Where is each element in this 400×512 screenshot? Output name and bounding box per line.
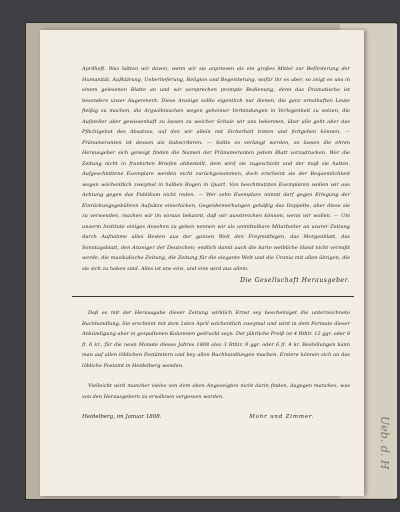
signature: Die Gesellschaft Herausgeber. xyxy=(240,277,350,284)
document-page xyxy=(40,30,364,496)
dateline: Heidelberg, im Januar 1808. xyxy=(82,414,162,420)
publisher-name: Mohr und Zimmer. xyxy=(249,414,315,420)
notice-paragraph: Daß es mit der Herausgabe dieser Zeitung wirklich Ernst sey bescheiniget die unterzeichnete Buchhandlung. Sie erscheint mit dem 1sten April wöchentlich zweymal und wird in dem Formate dieser Ankündigung aber in gespaltenen Kolumnen gedruckt seyn. Der jährliche Preiß ist 4 Rthlr. 12 ggr. oder 8 fl. 6 kr., für die neun Monate dieses Jahres 1808 also 3 Rthlr. 9 ggr. oder 6 fl. 4 kr. Bestellungen kann man auf allen löblichen Postämtern und bey allen Buchhandlungen machen. Erstere können sich an das löbliche Postamt in Heidelberg wenden. xyxy=(82,310,350,369)
section-divider xyxy=(72,296,354,297)
publisher-notice xyxy=(82,308,350,402)
main-text: Aprilheft. Was hätten wir davon, wenn wir sie anpriesen als ein großes Mittel zur Beförderung der Humanität, Aufklärung, Ueberlieferung, Religion und Begeisterung, wofür ihr es aber, so zeigt es uns in einem gelesenen Blatte an und wir versprechen prompte Bedienung, denn das Dramatische ist besonders unser Augenmerk. Diese Anzeige sollte eigentlich nur dienen, die ganz ernsthaften Leute fleißig zu machen, die Argwöhnischen wegen geheimer Verbindungen in Verlegenheit zu setzen, die Aufsteller aber gewissenhaft zu lassen zu welcher Schule wir uns bekennen, über alle geht aber das Pflichtgebot des Absatzes, auf den wir allein mit Sicherheit treten und fortgehen können. — Pränumeranten ist dessen als Subscribiren. — Sollte es verlangt werden, so lassen die ehren Herausgeber sich geneigt finden die Namen der Pränumeranten jedem Blatt vorzudrucken. Wer die Zeitung nicht in frankirten Briefen abbestellt, dem wird sie zugeschickt und der muß sie halten. Aufgeschnittene Exemplare werden nicht zurückgenommen, doch erscheint sie der Bequemlichkeit wegen wöchentlich zweymal in halben Bogen in Quart. Von beschmutzten Exemplaren wollen wir aus Achtung gegen das Publikum nicht reden. — Wer zehn Exemplare nimmt darf gegen Erlegung der Einrückungsgebühren Aufsätze einschicken, Gegenbemerkungen gehäßig das Doppelte, aber diese sie zu verwenden, machen wir im voraus bekannt, daß wir ausstreichen können, wenn wir wollen. — Um unserm Institute einiges Ansehen zu geben nennen wir als unmittelbare Mitarbeiter an unsrer Zeitung durch Aufnahme alles Besten aus der ganzen Welt den Freymüthigen, das Morgenblatt, das Sonntagsblatt, den Anzeiger der Deutschen; endlich damit auch die harte weibliche Hand nicht vermißt werde, die musikalische Zeitung, die Zeitung für die elegante Welt und die Urania mit allen übrigen, die sie sich zu haben sind. Alles ist uns eins, und eins wird aus allem. xyxy=(82,66,350,272)
underlying-page-text: Ueb. d. H xyxy=(378,416,391,470)
notice-paragraph: Vielleicht wird mancher vieles von dem oben Angezeigten nicht darin finden, dagegen manches, was von den Herausgebern zu erwähnen vergessen worden. xyxy=(82,383,350,400)
dateline-row xyxy=(82,412,350,422)
